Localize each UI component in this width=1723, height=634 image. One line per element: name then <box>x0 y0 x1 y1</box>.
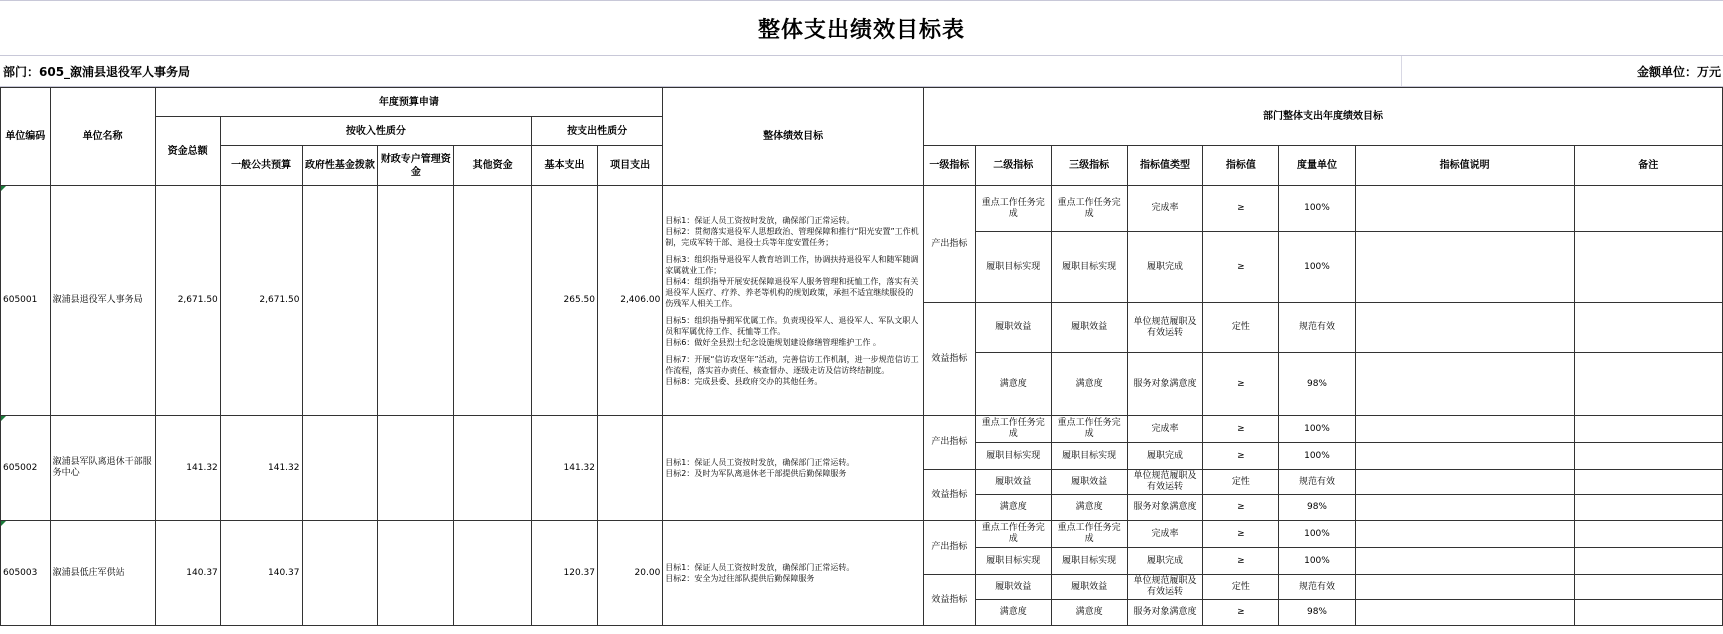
header-value: 指标值 <box>1203 146 1279 186</box>
desc-cell <box>1355 521 1574 548</box>
header-measure-unit: 度量单位 <box>1279 146 1355 186</box>
measure-unit-cell: 规范有效 <box>1279 470 1355 495</box>
header-desc: 指标值说明 <box>1355 146 1574 186</box>
level1-cell: 产出指标 <box>924 521 976 575</box>
level2-cell: 重点工作任务完成 <box>975 186 1051 232</box>
value-type-cell: 履职完成 <box>1127 548 1203 575</box>
header-by-income: 按收入性质分 <box>220 117 531 146</box>
meta-row <box>0 56 1723 87</box>
value-cell: ≥ <box>1203 186 1279 232</box>
level3-cell: 重点工作任务完成 <box>1051 186 1127 232</box>
level2-cell: 履职目标实现 <box>975 232 1051 303</box>
level3-cell: 履职效益 <box>1051 303 1127 353</box>
level2-cell: 满意度 <box>975 600 1051 626</box>
desc-cell <box>1355 600 1574 626</box>
project-expense-cell: 2,406.00 <box>598 186 663 416</box>
amount-unit-label: 金额单位：万元 <box>1636 65 1721 79</box>
level3-cell: 满意度 <box>1051 495 1127 521</box>
basic-expense-cell: 265.50 <box>532 186 598 416</box>
level2-cell: 重点工作任务完成 <box>975 416 1051 443</box>
general-budget-cell: 2,671.50 <box>220 186 302 416</box>
value-type-cell: 单位规范履职及有效运转 <box>1127 303 1203 353</box>
header-other-funds: 其他资金 <box>454 146 532 186</box>
goal-line: 目标2：及时为军队离退休老干部提供后勤保障服务 <box>665 469 847 478</box>
remark-cell <box>1574 186 1722 232</box>
page-title: 整体支出绩效目标表 <box>757 16 965 43</box>
total-funds-cell: 141.32 <box>155 416 220 521</box>
level2-cell: 履职效益 <box>975 470 1051 495</box>
value-cell: ≥ <box>1203 416 1279 443</box>
value-type-cell: 履职完成 <box>1127 443 1203 470</box>
title-row <box>0 0 1723 56</box>
general-budget-cell: 140.37 <box>220 521 302 626</box>
header-unit-code: 单位编码 <box>1 88 51 186</box>
remark-cell <box>1574 353 1722 416</box>
header-fiscal-special: 财政专户管理资金 <box>378 146 454 186</box>
goal-line: 目标5：组织指导拥军优属工作。负责现役军人、退役军人、军队文职人员和军属优待工作、抚恤等工作。 <box>665 315 919 336</box>
gov-fund-cell <box>302 186 378 416</box>
value-type-cell: 完成率 <box>1127 186 1203 232</box>
header-annual-budget: 年度预算申请 <box>155 88 663 117</box>
value-cell: ≥ <box>1203 353 1279 416</box>
fiscal-special-cell <box>378 186 454 416</box>
measure-unit-cell: 100% <box>1279 548 1355 575</box>
desc-cell <box>1355 303 1574 353</box>
overall-goal-cell <box>663 186 924 416</box>
measure-unit-cell: 98% <box>1279 495 1355 521</box>
level2-cell: 履职目标实现 <box>975 548 1051 575</box>
other-funds-cell <box>454 521 532 626</box>
header-unit-name: 单位名称 <box>50 88 155 186</box>
desc-cell <box>1355 416 1574 443</box>
total-funds-cell: 2,671.50 <box>155 186 220 416</box>
level3-cell: 重点工作任务完成 <box>1051 521 1127 548</box>
level1-cell: 产出指标 <box>924 416 976 470</box>
measure-unit-cell: 98% <box>1279 600 1355 626</box>
level1-cell: 效益指标 <box>924 575 976 626</box>
table-body <box>1 186 1723 626</box>
desc-cell <box>1355 186 1574 232</box>
fiscal-special-cell <box>378 416 454 521</box>
value-cell: 定性 <box>1203 470 1279 495</box>
goal-line: 目标8：完成县委、县政府交办的其他任务。 <box>665 376 823 386</box>
header-value-type: 指标值类型 <box>1127 146 1203 186</box>
remark-cell <box>1574 232 1722 303</box>
remark-cell <box>1574 443 1722 470</box>
gov-fund-cell <box>302 416 378 521</box>
measure-unit-cell: 规范有效 <box>1279 575 1355 600</box>
desc-cell <box>1355 548 1574 575</box>
level2-cell: 履职目标实现 <box>975 443 1051 470</box>
measure-unit-cell: 100% <box>1279 232 1355 303</box>
value-cell: ≥ <box>1203 443 1279 470</box>
goal-line: 目标7：开展“信访攻坚年”活动，完善信访工作机制，进一步规范信访工作流程，落实首办责任、核查督办、逐级走访及信访终结制度。 <box>665 354 919 375</box>
desc-cell <box>1355 353 1574 416</box>
goal-line: 目标1：保证人员工资按时发放，确保部门正常运转。 <box>665 215 855 225</box>
remark-cell <box>1574 548 1722 575</box>
measure-unit-cell: 98% <box>1279 353 1355 416</box>
value-cell: ≥ <box>1203 495 1279 521</box>
level2-cell: 满意度 <box>975 353 1051 416</box>
project-expense-cell <box>598 416 663 521</box>
measure-unit-cell: 规范有效 <box>1279 303 1355 353</box>
table-row <box>1 416 1723 443</box>
value-type-cell: 单位规范履职及有效运转 <box>1127 575 1203 600</box>
header-level1: 一级指标 <box>924 146 976 186</box>
measure-unit-cell: 100% <box>1279 186 1355 232</box>
header-basic-expense: 基本支出 <box>532 146 598 186</box>
remark-cell <box>1574 416 1722 443</box>
header-gov-fund: 政府性基金拨款 <box>302 146 378 186</box>
measure-unit-cell: 100% <box>1279 521 1355 548</box>
desc-cell <box>1355 443 1574 470</box>
header-level3: 三级指标 <box>1051 146 1127 186</box>
project-expense-cell: 20.00 <box>598 521 663 626</box>
unit-name-cell: 溆浦县低庄军供站 <box>50 521 155 626</box>
level3-cell: 满意度 <box>1051 600 1127 626</box>
header-total-funds: 资金总额 <box>155 117 220 186</box>
goal-line: 目标2：贯彻落实退役军人思想政治、管理保障和推行“阳光安置”工作机制，完成军转干部、退役士兵等年度安置任务； <box>665 226 919 247</box>
general-budget-cell: 141.32 <box>220 416 302 521</box>
department-label: 部门：605_溆浦县退役军人事务局 <box>3 65 191 79</box>
value-cell: 定性 <box>1203 303 1279 353</box>
value-cell: ≥ <box>1203 232 1279 303</box>
header-by-expense: 按支出性质分 <box>532 117 663 146</box>
value-cell: ≥ <box>1203 521 1279 548</box>
header-dept-goal: 部门整体支出年度绩效目标 <box>924 88 1723 146</box>
total-funds-cell: 140.37 <box>155 521 220 626</box>
level3-cell: 履职目标实现 <box>1051 443 1127 470</box>
level3-cell: 重点工作任务完成 <box>1051 416 1127 443</box>
value-cell: 定性 <box>1203 575 1279 600</box>
level1-cell: 产出指标 <box>924 186 976 303</box>
remark-cell <box>1574 470 1722 495</box>
remark-cell <box>1574 521 1722 548</box>
gov-fund-cell <box>302 521 378 626</box>
overall-goal-cell <box>663 521 924 626</box>
level3-cell: 履职效益 <box>1051 470 1127 495</box>
fiscal-special-cell <box>378 521 454 626</box>
desc-cell <box>1355 575 1574 600</box>
unit-code-cell: 605002 <box>1 416 51 521</box>
level1-cell: 效益指标 <box>924 470 976 521</box>
level2-cell: 履职效益 <box>975 303 1051 353</box>
desc-cell <box>1355 470 1574 495</box>
header-general-budget: 一般公共预算 <box>220 146 302 186</box>
goal-line: 目标1：保证人员工资按时发放，确保部门正常运转。 <box>665 458 855 467</box>
unit-name-cell: 溆浦县军队离退休干部服务中心 <box>50 416 155 521</box>
value-cell: ≥ <box>1203 548 1279 575</box>
header-project-expense: 项目支出 <box>598 146 663 186</box>
value-cell: ≥ <box>1203 600 1279 626</box>
value-type-cell: 服务对象满意度 <box>1127 600 1203 626</box>
remark-cell <box>1574 303 1722 353</box>
value-type-cell: 履职完成 <box>1127 232 1203 303</box>
remark-cell <box>1574 600 1722 626</box>
header-remark: 备注 <box>1574 146 1722 186</box>
table-row <box>1 521 1723 548</box>
overall-goal-cell <box>663 416 924 521</box>
basic-expense-cell: 141.32 <box>532 416 598 521</box>
level3-cell: 履职效益 <box>1051 575 1127 600</box>
header-level2: 二级指标 <box>975 146 1051 186</box>
level1-cell: 效益指标 <box>924 303 976 416</box>
remark-cell <box>1574 495 1722 521</box>
value-type-cell: 完成率 <box>1127 521 1203 548</box>
level3-cell: 履职目标实现 <box>1051 232 1127 303</box>
goal-line: 目标1：保证人员工资按时发放，确保部门正常运转。 <box>665 563 855 572</box>
other-funds-cell <box>454 186 532 416</box>
goal-line: 目标6：做好全县烈士纪念设施规划建设修缮管理维护工作 。 <box>665 337 881 347</box>
desc-cell <box>1355 495 1574 521</box>
measure-unit-cell: 100% <box>1279 443 1355 470</box>
level3-cell: 履职目标实现 <box>1051 548 1127 575</box>
level2-cell: 重点工作任务完成 <box>975 521 1051 548</box>
measure-unit-cell: 100% <box>1279 416 1355 443</box>
basic-expense-cell: 120.37 <box>532 521 598 626</box>
value-type-cell: 单位规范履职及有效运转 <box>1127 470 1203 495</box>
unit-code-cell: 605001 <box>1 186 51 416</box>
unit-code-cell: 605003 <box>1 521 51 626</box>
meta-divider <box>1401 56 1402 86</box>
level2-cell: 满意度 <box>975 495 1051 521</box>
desc-cell <box>1355 232 1574 303</box>
remark-cell <box>1574 575 1722 600</box>
value-type-cell: 服务对象满意度 <box>1127 495 1203 521</box>
header-overall-goal: 整体绩效目标 <box>663 88 924 186</box>
level2-cell: 履职效益 <box>975 575 1051 600</box>
goal-line: 目标3：组织指导退役军人教育培训工作，协调扶持退役军人和随军随调家属就业工作； <box>665 254 919 275</box>
unit-name-cell: 溆浦县退役军人事务局 <box>50 186 155 416</box>
table-row <box>1 186 1723 232</box>
goal-line: 目标2：安全为过往部队提供后勤保障服务 <box>665 574 815 583</box>
value-type-cell: 完成率 <box>1127 416 1203 443</box>
level3-cell: 满意度 <box>1051 353 1127 416</box>
performance-table <box>0 87 1723 626</box>
value-type-cell: 服务对象满意度 <box>1127 353 1203 416</box>
other-funds-cell <box>454 416 532 521</box>
goal-line: 目标4：组织指导开展安抚保障退役军人服务管理和抚恤工作，落实有关退役军人医疗、疗养、养老等机构的规划政策，承担不适宜继续服役的伤残军人相关工作。 <box>665 276 919 308</box>
